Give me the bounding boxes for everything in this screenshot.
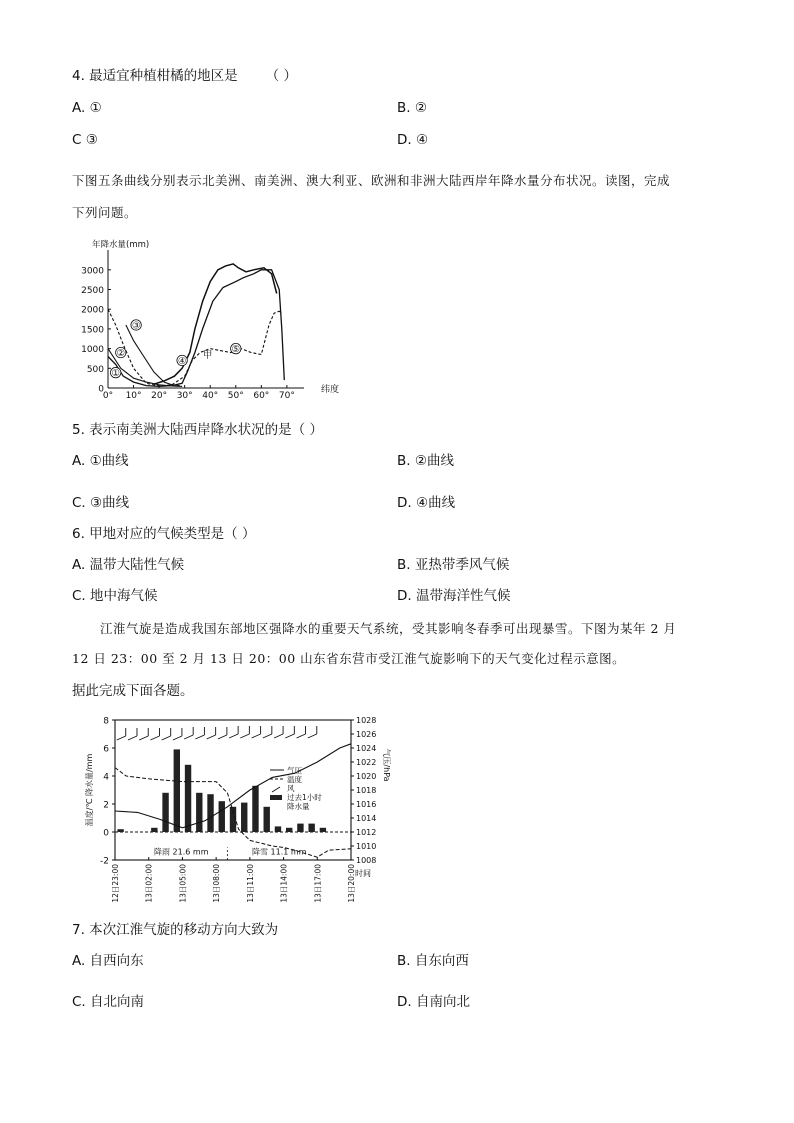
x-tick-label: 13日14:00 [279, 864, 289, 903]
legend-wind-label: 风 [287, 784, 295, 793]
q5-option-b: B. ②曲线 [397, 453, 454, 469]
q6-option-b: B. 亚热带季风气候 [397, 557, 510, 573]
right-tick-label: 1020 [356, 772, 377, 781]
x-tick-label: 13日02:00 [144, 864, 154, 903]
curve-label: ① [111, 368, 120, 380]
precipitation-bar [286, 828, 292, 832]
right-tick-label: 1016 [356, 800, 377, 809]
intro2-line2: 12 日 23：00 至 2 月 13 日 20：00 山东省东营市受江淮气旋影响下的天气变化过程示意图。 [72, 651, 626, 666]
q6-option-c: C. 地中海气候 [72, 588, 158, 604]
wind-barb-shaft [263, 734, 272, 738]
x-tick-label: 13日17:00 [313, 864, 323, 903]
wind-barb [274, 726, 283, 738]
legend-precip-label-2: 降水量 [287, 802, 310, 811]
wind-barb [117, 728, 126, 740]
x-tick-label: 70° [278, 391, 295, 401]
left-tick-label: 6 [103, 744, 109, 755]
plot-frame [115, 720, 351, 860]
x-tick-label: 13日08:00 [212, 864, 222, 903]
q5-stem: 5. 表示南美洲大陆西岸降水状况的是（ ） [72, 422, 323, 438]
q4-option-d: D. ④ [397, 132, 429, 148]
left-tick-label: 4 [103, 772, 109, 783]
wind-barb [173, 728, 182, 740]
precipitation-bar [207, 794, 213, 832]
wind-barb [128, 728, 137, 740]
left-tick-label: 8 [103, 716, 109, 727]
q7-option-b: B. 自东向西 [397, 953, 469, 969]
q5-option-a: A. ①曲线 [72, 453, 129, 469]
x-axis-title: 时间 [355, 869, 371, 878]
legend-temperature-label: 温度 [287, 775, 302, 784]
precipitation-bar [174, 749, 180, 832]
precipitation-bar [264, 807, 270, 832]
wind-barb-shaft [229, 734, 238, 738]
rain-total-label: 降雨 21.6 mm [154, 847, 209, 857]
q7-option-d: D. 自南向北 [397, 994, 470, 1010]
q7-stem: 7. 本次江淮气旋的移动方向大致为 [72, 922, 279, 938]
q7-option-c: C. 自北向南 [72, 994, 145, 1010]
right-tick-label: 1018 [356, 786, 377, 795]
wind-barb-shaft [274, 734, 283, 738]
x-axis-title: 纬度 [321, 385, 340, 395]
left-tick-label: 0 [103, 828, 109, 839]
temperature-line [115, 768, 351, 858]
wind-barb-shaft [207, 735, 216, 739]
wind-barb [184, 727, 193, 739]
wind-barb-shaft [150, 736, 159, 740]
wind-barb [297, 726, 306, 738]
right-tick-label: 1024 [356, 744, 377, 753]
wind-barb-shaft [139, 736, 148, 740]
right-tick-label: 1022 [356, 758, 377, 767]
q7-option-a: A. 自西向东 [72, 953, 144, 969]
wind-barb-shaft [117, 736, 126, 740]
wind-barb [240, 726, 249, 738]
wind-barb-shaft [162, 736, 171, 740]
legend-precip-label-1: 过去1小时 [287, 793, 322, 802]
y-tick-label: 500 [86, 364, 104, 375]
precipitation-bar [320, 828, 326, 832]
wind-barb-shaft [285, 734, 294, 738]
wind-barb-shaft [184, 735, 193, 739]
y-tick-label: 1000 [81, 345, 104, 356]
wind-barb-shaft [218, 735, 227, 739]
wind-barb-shaft [128, 736, 137, 740]
legend-pressure-label: 气压 [287, 766, 302, 775]
legend-precip-swatch [270, 795, 282, 800]
x-tick-label: 20° [151, 391, 168, 401]
precipitation-bar [308, 824, 314, 832]
precipitation-bar [252, 786, 258, 832]
precipitation-bar [196, 793, 202, 832]
wind-barb [218, 727, 227, 739]
curve-label: ② [116, 348, 126, 360]
curve-label: ⑤ [231, 344, 241, 356]
legend-wind-swatch [272, 787, 280, 792]
wind-barb [229, 726, 238, 738]
precipitation-bar [117, 829, 123, 832]
wind-barb-shaft [252, 734, 261, 738]
right-tick-label: 1028 [356, 716, 377, 725]
left-axis-title: 温度/℃ 降水量/mm [85, 753, 94, 827]
wind-barb-shaft [173, 736, 182, 740]
intro1-line2: 下列问题。 [72, 205, 138, 220]
wind-barb-shaft [240, 734, 249, 738]
x-tick-label: 50° [227, 391, 244, 401]
right-tick-label: 1012 [356, 828, 377, 837]
q6-option-a: A. 温带大陆性气候 [72, 557, 185, 573]
q6-stem: 6. 甲地对应的气候类型是（ ） [72, 526, 256, 542]
precipitation-bar [151, 828, 157, 832]
right-axis-title: 气压/hPa [382, 748, 391, 782]
precipitation-bar [275, 826, 281, 832]
wind-barb-shaft [308, 734, 317, 738]
wind-barb [139, 728, 148, 740]
x-tick-label: 10° [125, 391, 142, 401]
x-tick-label: 13日11:00 [245, 864, 255, 903]
location-jia-label: 甲 [202, 350, 213, 362]
intro2-line3: 据此完成下面各题。 [72, 683, 194, 699]
left-tick-label: 2 [103, 800, 109, 811]
wind-barb [252, 726, 261, 738]
x-tick-label: 13日05:00 [178, 864, 188, 903]
q4-answer-paren: （ ） [265, 68, 297, 84]
y-tick-label: 1500 [81, 325, 104, 336]
wind-barb [285, 726, 294, 738]
q4-option-c: C ③ [72, 132, 98, 148]
curve-3 [126, 325, 180, 386]
precipitation-bar [185, 765, 191, 832]
right-tick-label: 1008 [356, 856, 377, 865]
precipitation-bar [297, 824, 303, 832]
y-tick-label: 2000 [81, 305, 104, 316]
curve-label: ④ [177, 355, 187, 367]
y-axis-title: 年降水量(mm) [92, 240, 150, 250]
snow-total-label: 降雪 11.1 mm [252, 847, 307, 857]
q4-option-a: A. ① [72, 100, 102, 116]
x-tick-label: 60° [253, 391, 270, 401]
q5-option-c: C. ③曲线 [72, 495, 130, 511]
left-tick-label: -2 [100, 856, 109, 867]
x-tick-label: 40° [202, 391, 219, 401]
intro2-line1: 江淮气旋是造成我国东部地区强降水的重要天气系统，受其影响冬春季可出现暴雪。下图为某年 2 月 [100, 621, 677, 636]
q4-stem: 4. 最适宜种植柑橘的地区是 （ ） [72, 68, 297, 84]
x-tick-label: 30° [176, 391, 193, 401]
q5-option-d: D. ④曲线 [397, 495, 456, 511]
y-tick-label: 0 [98, 384, 104, 395]
precipitation-bar [241, 803, 247, 832]
wind-barb-shaft [297, 734, 306, 738]
right-tick-label: 1014 [356, 814, 377, 823]
precipitation-latitude-chart [70, 236, 340, 401]
x-tick-label: 13日20:00 [347, 864, 356, 903]
curve-4 [154, 264, 277, 384]
wind-barb [207, 727, 216, 739]
wind-barb [162, 728, 171, 740]
right-tick-label: 1010 [356, 842, 377, 851]
curve-label: ③ [131, 320, 141, 332]
wind-barb [263, 726, 272, 738]
wind-barb [195, 727, 204, 739]
q6-option-d: D. 温带海洋性气候 [397, 588, 511, 604]
q4-option-b: B. ② [397, 100, 427, 116]
wind-barb [150, 728, 159, 740]
y-tick-label: 2500 [81, 286, 104, 297]
wind-barb-shaft [195, 735, 204, 739]
wind-barb [308, 726, 317, 738]
x-tick-label: 0° [102, 391, 114, 401]
weather-process-chart [70, 710, 390, 902]
precipitation-bar [219, 801, 225, 832]
right-tick-label: 1026 [356, 730, 377, 739]
intro1-line1: 下图五条曲线分别表示北美洲、南美洲、澳大利亚、欧洲和非洲大陆西岸年降水量分布状况。读图，完成 [72, 173, 671, 188]
precipitation-bar [162, 793, 168, 832]
x-tick-label: 12日23:00 [111, 864, 120, 903]
y-tick-label: 3000 [81, 266, 104, 277]
